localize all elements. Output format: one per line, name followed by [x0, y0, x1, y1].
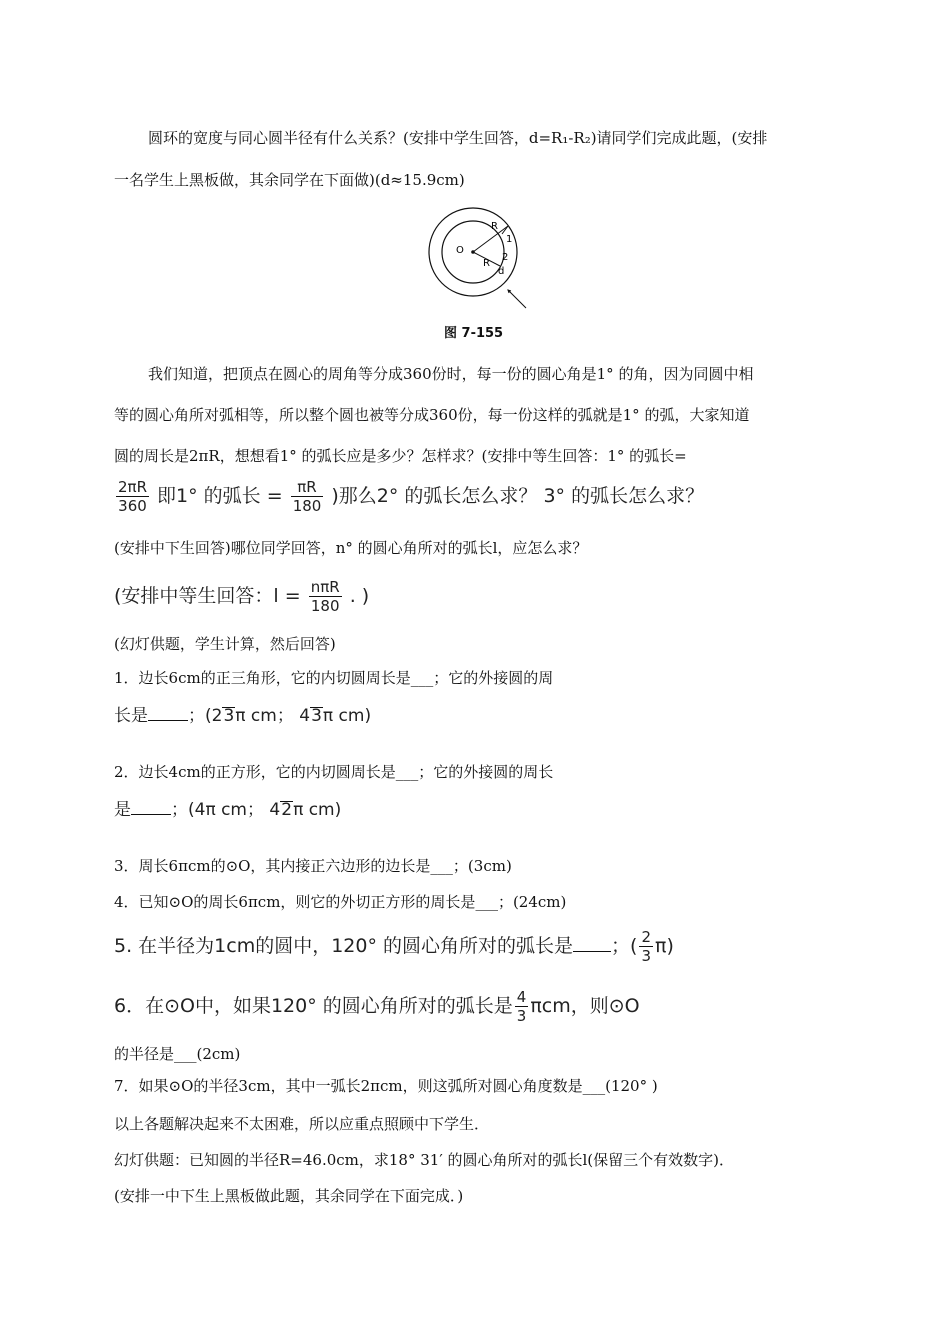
q1-line-2: 长是 ；(23π cm； 43π cm): [114, 706, 372, 726]
slides-intro: (幻灯供题，学生计算，然后回答): [114, 635, 336, 653]
intro-line-2: 一名学生上黑板做，其余同学在下面做)(d≈15.9cm): [114, 171, 465, 189]
q6-line-2: 的半径是___(2cm): [114, 1045, 241, 1063]
para2-line-1: 我们知道，把顶点在圆心的周角等分成360份时，每一份的圆心角是1° 的角，因为同圆中相: [148, 365, 754, 383]
label-d: d: [498, 266, 505, 277]
closing: (安排一中下生上黑板做此题，其余同学在下面完成．): [114, 1187, 464, 1205]
pointer-arrow: [508, 290, 526, 308]
fraction-piR-180: $\frac{\pi R}{180}$: [292, 478, 322, 515]
q1-blank: [148, 720, 188, 721]
figure-caption: 图 7-155: [444, 326, 504, 341]
fraction-2-3: $\frac{2}{3}$: [641, 928, 651, 965]
label-center: O: [456, 245, 464, 256]
label-r-outer: R: [491, 221, 498, 232]
q7: 7．如果⊙O的半径3cm，其中一弧长2πcm，则这弧所对圆心角度数是___(120° ): [114, 1077, 658, 1095]
q6-line-1: 6．在⊙O中，如果120° 的圆心角所对的弧长是 $\frac{4}{3}$ πcm，则⊙O: [114, 988, 640, 1025]
fraction-npiR-180: $\frac{\text{nπR}}{180}$: [310, 578, 340, 615]
summary: 以上各题解决起来不太困难，所以应重点照顾中下学生．: [114, 1115, 490, 1133]
q5: 5. 在半径为1cm的圆中，120° 的圆心角所对的弧长是 ；( $\frac{2}{3}$ π): [114, 928, 674, 965]
q2-line-2: 是 ；(4π cm； 42π cm): [114, 800, 342, 820]
formula-line-1: $\frac{2\pi R}{360}$ 即1° 的弧长 = $\frac{\pi R}{180}$ )那么2° 的弧长怎么求？ 3° 的弧长怎么求？: [118, 478, 705, 515]
q3: 3．周长6πcm的⊙O，其内接正六边形的边长是___；(3cm): [114, 857, 512, 875]
q4: 4．已知⊙O的周长6πcm，则它的外切正方形的周长是___；(24cm): [114, 893, 567, 911]
label-1: 1: [506, 234, 513, 245]
fraction-2piR-360: $\frac{2\pi R}{360}$: [118, 478, 147, 515]
concentric-circles-figure: [418, 204, 538, 328]
label-r-inner: R: [483, 258, 490, 269]
para2-line-2: 等的圆心角所对弧相等，所以整个圆也被等分成360份，每一份这样的弧就是1° 的弧，大家知道: [114, 406, 750, 424]
para2-line-3: 圆的周长是2πR，想想看1° 的弧长应是多少？怎样求？(安排中等生回答：1° 的弧长=: [114, 447, 687, 465]
fraction-4-3: $\frac{4}{3}$: [516, 988, 527, 1025]
q2-blank: [131, 814, 171, 815]
q5-blank: [573, 951, 611, 952]
question-n-degrees: (安排中下生回答)哪位同学回答，n° 的圆心角所对的弧长l，应怎么求？: [114, 539, 588, 557]
intro-line-1: 圆环的宽度与同心圆半径有什么关系？(安排中学生回答，d=R₁-R₂)请同学们完成此题，(安排: [148, 129, 768, 147]
q2-line-1: 2．边长4cm的正方形，它的内切圆周长是___；它的外接圆的周长: [114, 763, 554, 781]
q1-line-1: 1．边长6cm的正三角形，它的内切圆周长是___；它的外接圆的周: [114, 669, 554, 687]
label-2: 2: [502, 252, 509, 263]
slide-problem: 幻灯供题：已知圆的半径R=46.0cm，求18° 31′ 的圆心角所对的弧长l(保留三个有效数字)．: [114, 1151, 735, 1169]
formula-line-2: (安排中等生回答：l = $\frac{\text{nπR}}{180}$ . ): [114, 578, 370, 615]
